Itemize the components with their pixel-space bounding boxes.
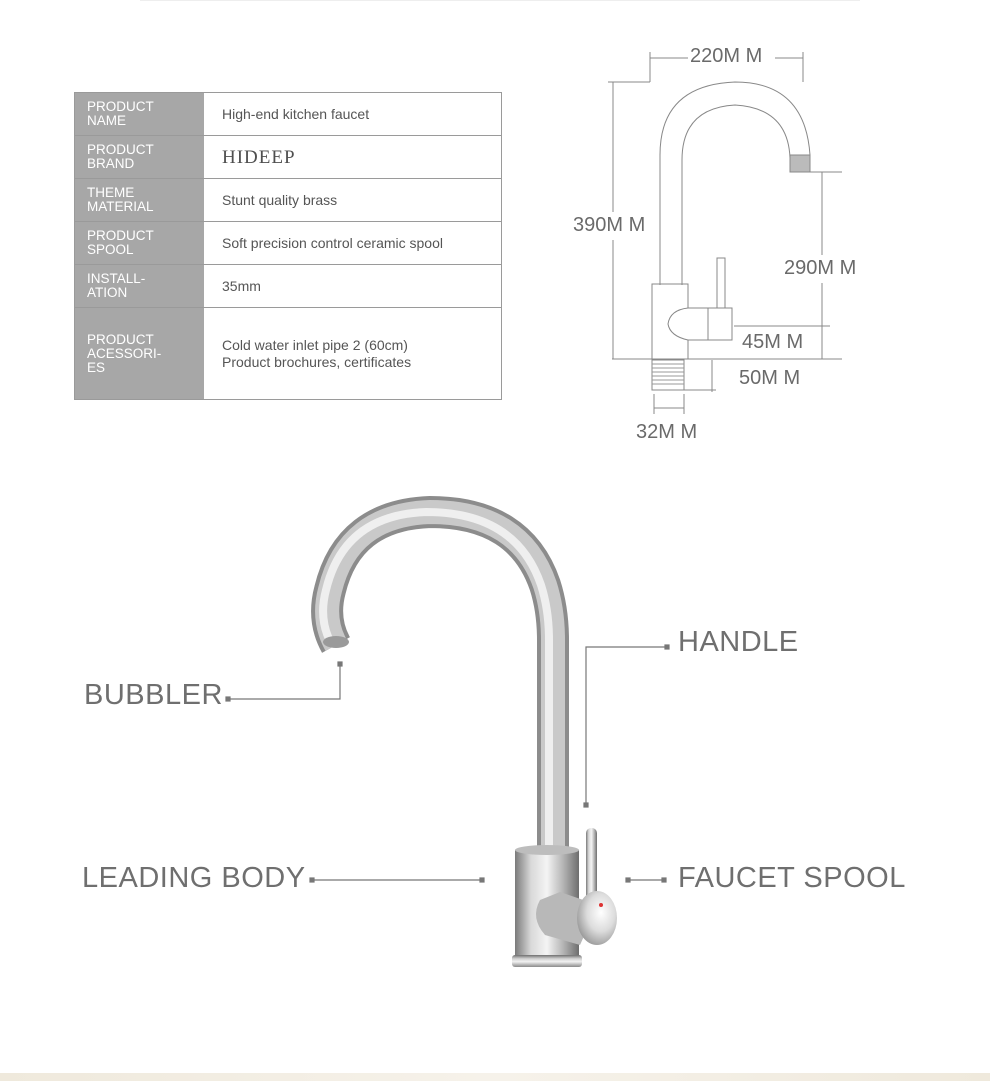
callout-faucet-spool: FAUCET SPOOL	[678, 862, 906, 894]
dim-height-spout: 290M M	[784, 257, 857, 279]
spec-value: Cold water inlet pipe 2 (60cm) Product brochures, certificates	[204, 308, 502, 400]
spec-value: 35mm	[204, 265, 502, 308]
spec-key: PRODUCT NAME	[75, 93, 205, 136]
spec-key: PRODUCT SPOOL	[75, 222, 205, 265]
spec-value: Soft precision control ceramic spool	[204, 222, 502, 265]
callout-bubbler: BUBBLER	[84, 679, 223, 711]
callout-leading-body: LEADING BODY	[82, 862, 306, 894]
spec-key: PRODUCT ACESSORI- ES	[75, 308, 205, 400]
dim-thread-diameter: 32M M	[636, 421, 698, 443]
callout-lines	[226, 645, 669, 882]
bottom-band	[0, 1073, 990, 1081]
spec-key: PRODUCT BRAND	[75, 136, 205, 179]
brand-logo-text: HIDEEP	[204, 136, 502, 179]
dim-width-top: 220M M	[690, 45, 763, 67]
spec-value: High-end kitchen faucet	[204, 93, 502, 136]
dim-handle-body: 45M M	[742, 331, 804, 353]
faucet-photo	[323, 512, 617, 967]
spec-key: INSTALL- ATION	[75, 265, 205, 308]
dim-height-total: 390M M	[573, 214, 646, 236]
spec-key: THEME MATERIAL	[75, 179, 205, 222]
spec-value: Stunt quality brass	[204, 179, 502, 222]
dim-thread-length: 50M M	[739, 367, 801, 389]
callout-handle: HANDLE	[678, 626, 799, 658]
